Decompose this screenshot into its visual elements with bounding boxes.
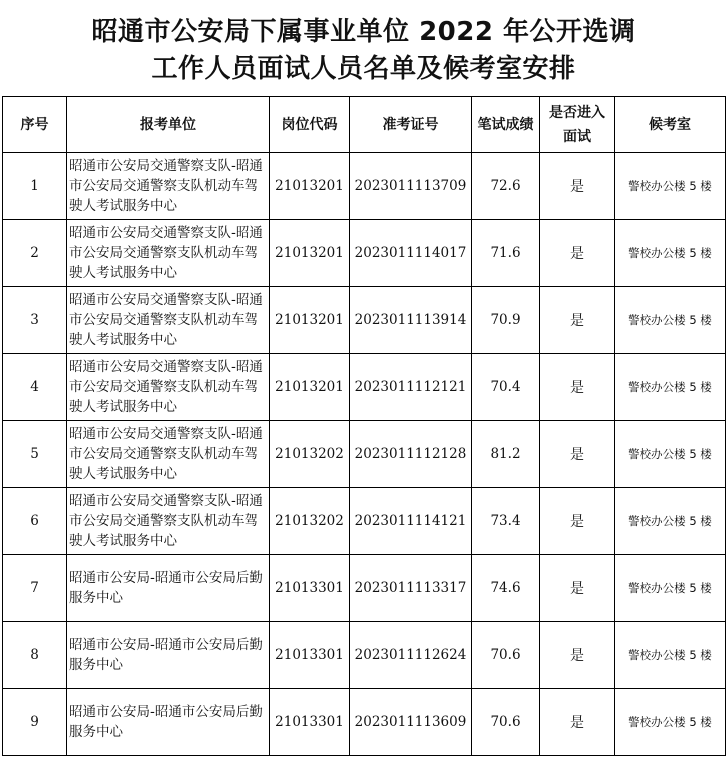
cell-index: 7 xyxy=(3,555,67,622)
cell-index: 4 xyxy=(3,354,67,421)
cell-room: 警校办公楼 5 楼 xyxy=(615,622,726,689)
cell-position-code: 21013202 xyxy=(270,488,350,555)
cell-room: 警校办公楼 5 楼 xyxy=(615,488,726,555)
cell-score: 72.6 xyxy=(472,153,540,220)
cell-interview: 是 xyxy=(540,488,615,555)
header-interview-line-2: 面试 xyxy=(563,128,591,145)
cell-position-code: 21013201 xyxy=(270,287,350,354)
cell-score: 70.4 xyxy=(472,354,540,421)
cell-unit: 昭通市公安局-昭通市公安局后勤服务中心 xyxy=(67,689,270,756)
cell-interview: 是 xyxy=(540,555,615,622)
header-position-code: 岗位代码 xyxy=(270,97,350,153)
header-room: 候考室 xyxy=(615,97,726,153)
title-line-2: 工作人员面试人员名单及候考室安排 xyxy=(151,54,576,84)
cell-unit: 昭通市公安局-昭通市公安局后勤服务中心 xyxy=(67,555,270,622)
cell-index: 8 xyxy=(3,622,67,689)
table-row xyxy=(3,220,726,287)
cell-exam-no: 2023011113914 xyxy=(350,287,472,354)
cell-unit: 昭通市公安局交通警察支队-昭通市公安局交通警察支队机动车驾驶人考试服务中心 xyxy=(67,354,270,421)
cell-position-code: 21013301 xyxy=(270,689,350,756)
cell-room: 警校办公楼 5 楼 xyxy=(615,421,726,488)
cell-index: 5 xyxy=(3,421,67,488)
header-interview-line-1: 是否进入 xyxy=(549,104,605,121)
cell-interview: 是 xyxy=(540,287,615,354)
cell-unit: 昭通市公安局交通警察支队-昭通市公安局交通警察支队机动车驾驶人考试服务中心 xyxy=(67,287,270,354)
cell-exam-no: 2023011113317 xyxy=(350,555,472,622)
table-row xyxy=(3,354,726,421)
cell-position-code: 21013201 xyxy=(270,220,350,287)
cell-position-code: 21013301 xyxy=(270,555,350,622)
cell-interview: 是 xyxy=(540,622,615,689)
cell-interview: 是 xyxy=(540,689,615,756)
cell-index: 3 xyxy=(3,287,67,354)
cell-room: 警校办公楼 5 楼 xyxy=(615,220,726,287)
cell-index: 2 xyxy=(3,220,67,287)
cell-score: 70.6 xyxy=(472,689,540,756)
cell-position-code: 21013201 xyxy=(270,153,350,220)
cell-index: 6 xyxy=(3,488,67,555)
cell-room: 警校办公楼 5 楼 xyxy=(615,354,726,421)
cell-exam-no: 2023011112624 xyxy=(350,622,472,689)
cell-score: 70.6 xyxy=(472,622,540,689)
cell-unit: 昭通市公安局交通警察支队-昭通市公安局交通警察支队机动车驾驶人考试服务中心 xyxy=(67,421,270,488)
header-index: 序号 xyxy=(3,97,67,153)
cell-unit: 昭通市公安局交通警察支队-昭通市公安局交通警察支队机动车驾驶人考试服务中心 xyxy=(67,488,270,555)
cell-unit: 昭通市公安局交通警察支队-昭通市公安局交通警察支队机动车驾驶人考试服务中心 xyxy=(67,220,270,287)
table-row xyxy=(3,622,726,689)
cell-interview: 是 xyxy=(540,220,615,287)
cell-score: 74.6 xyxy=(472,555,540,622)
cell-exam-no: 2023011114121 xyxy=(350,488,472,555)
cell-room: 警校办公楼 5 楼 xyxy=(615,555,726,622)
cell-room: 警校办公楼 5 楼 xyxy=(615,689,726,756)
cell-room: 警校办公楼 5 楼 xyxy=(615,287,726,354)
table-row xyxy=(3,421,726,488)
document-title xyxy=(0,14,727,88)
cell-score: 73.4 xyxy=(472,488,540,555)
table-header-row xyxy=(3,97,726,153)
table-row xyxy=(3,689,726,756)
title-line-1: 昭通市公安局下属事业单位 2022 年公开选调 xyxy=(91,17,636,47)
cell-index: 9 xyxy=(3,689,67,756)
cell-score: 71.6 xyxy=(472,220,540,287)
cell-position-code: 21013301 xyxy=(270,622,350,689)
table-row xyxy=(3,287,726,354)
cell-score: 70.9 xyxy=(472,287,540,354)
header-interview xyxy=(540,97,615,153)
cell-exam-no: 2023011113609 xyxy=(350,689,472,756)
cell-position-code: 21013201 xyxy=(270,354,350,421)
header-score: 笔试成绩 xyxy=(472,97,540,153)
cell-exam-no: 2023011112121 xyxy=(350,354,472,421)
table-row xyxy=(3,488,726,555)
cell-position-code: 21013202 xyxy=(270,421,350,488)
cell-interview: 是 xyxy=(540,153,615,220)
cell-index: 1 xyxy=(3,153,67,220)
header-exam-no: 准考证号 xyxy=(350,97,472,153)
cell-room: 警校办公楼 5 楼 xyxy=(615,153,726,220)
cell-exam-no: 2023011112128 xyxy=(350,421,472,488)
cell-exam-no: 2023011114017 xyxy=(350,220,472,287)
cell-interview: 是 xyxy=(540,421,615,488)
cell-exam-no: 2023011113709 xyxy=(350,153,472,220)
cell-score: 81.2 xyxy=(472,421,540,488)
table-row xyxy=(3,555,726,622)
cell-unit: 昭通市公安局交通警察支队-昭通市公安局交通警察支队机动车驾驶人考试服务中心 xyxy=(67,153,270,220)
cell-unit: 昭通市公安局-昭通市公安局后勤服务中心 xyxy=(67,622,270,689)
candidate-table xyxy=(2,96,726,756)
header-unit: 报考单位 xyxy=(67,97,270,153)
cell-interview: 是 xyxy=(540,354,615,421)
table-row xyxy=(3,153,726,220)
